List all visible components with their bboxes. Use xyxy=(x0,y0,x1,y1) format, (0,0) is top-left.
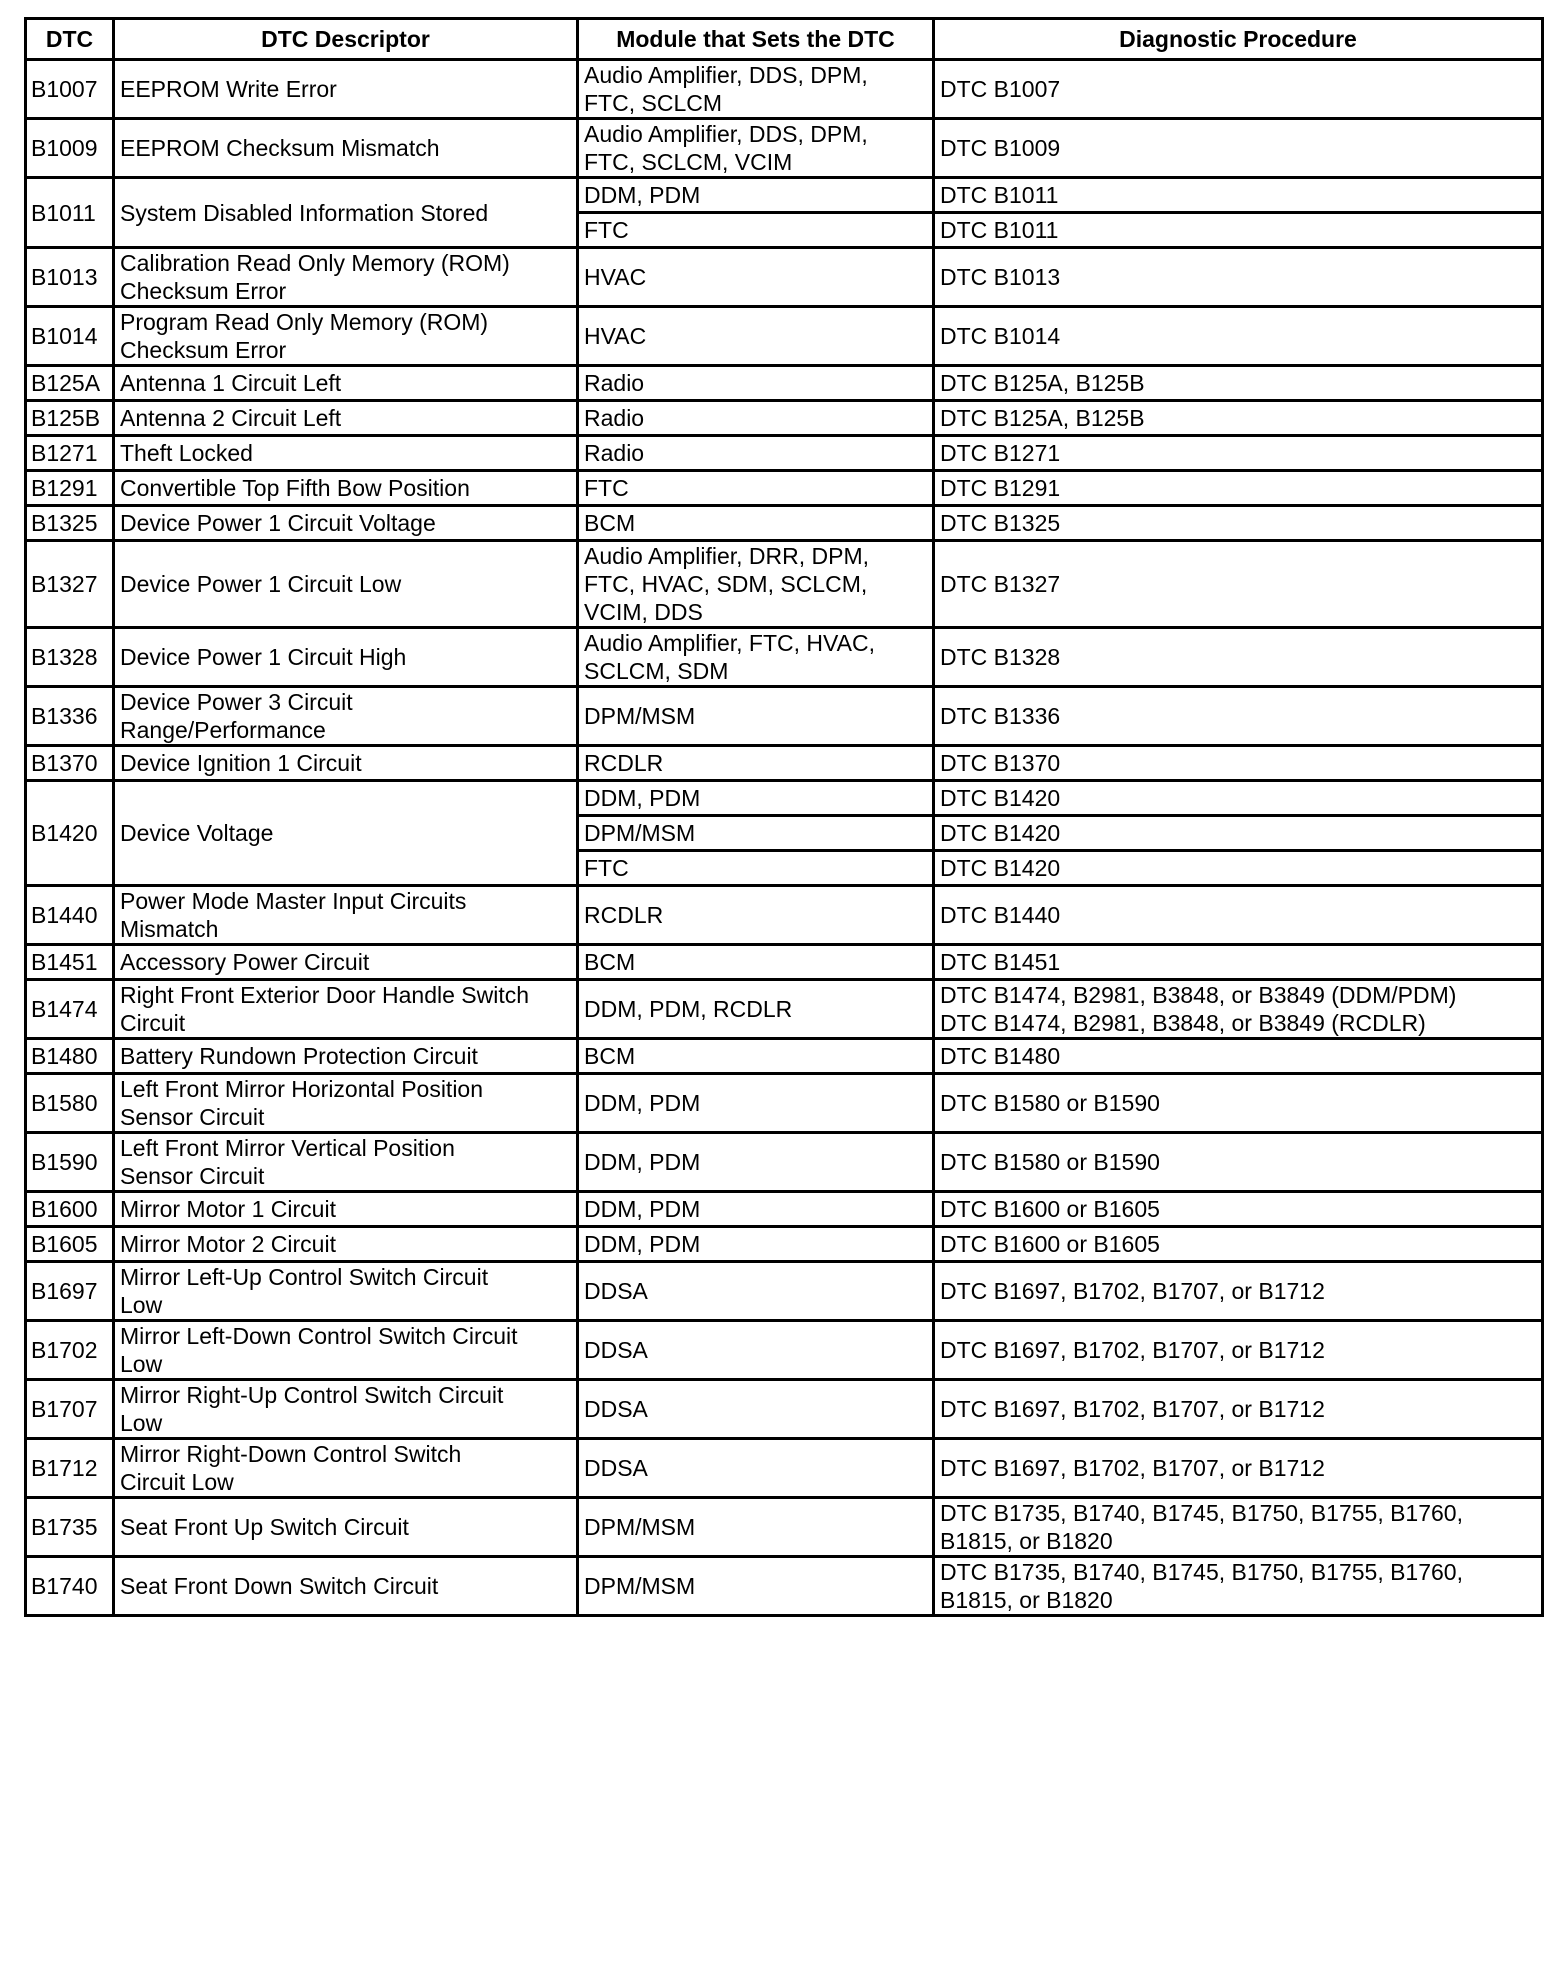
cell-line: DPM/MSM xyxy=(584,820,696,846)
dtc-descriptor-cell xyxy=(114,628,578,687)
table-row xyxy=(26,119,1543,178)
cell-line: DTC B1291 xyxy=(940,475,1061,501)
dtc-descriptor-cell xyxy=(114,178,578,248)
cell-line: Audio Amplifier, DDS, DPM, xyxy=(584,62,868,88)
table-row xyxy=(26,60,1543,119)
cell-line: DTC B1420 xyxy=(940,855,1061,881)
dtc-code-cell: B1707 xyxy=(26,1380,114,1439)
procedure-cell xyxy=(934,119,1543,178)
procedure-cell xyxy=(934,1498,1543,1557)
dtc-code-cell: B1325 xyxy=(26,506,114,541)
table-row xyxy=(26,1074,1543,1133)
cell-line: DTC B1580 or B1590 xyxy=(940,1149,1160,1175)
cell-line: Device Power 1 Circuit Voltage xyxy=(120,510,436,536)
dtc-descriptor-cell xyxy=(114,781,578,886)
module-cell xyxy=(578,628,934,687)
cell-line: System Disabled Information Stored xyxy=(120,199,489,226)
cell-line: Audio Amplifier, DDS, DPM, xyxy=(584,121,868,147)
module-cell xyxy=(578,781,934,816)
module-cell xyxy=(578,1439,934,1498)
dtc-code-cell: B1474 xyxy=(26,980,114,1039)
module-cell xyxy=(578,1192,934,1227)
dtc-code-cell: B1712 xyxy=(26,1439,114,1498)
dtc-descriptor-cell xyxy=(114,1321,578,1380)
cell-line: FTC, HVAC, SDM, SCLCM, xyxy=(584,571,868,597)
procedure-cell xyxy=(934,60,1543,119)
procedure-cell xyxy=(934,1557,1543,1616)
procedure-cell xyxy=(934,366,1543,401)
cell-line: Radio xyxy=(584,440,645,466)
module-cell xyxy=(578,945,934,980)
cell-line: Theft Locked xyxy=(120,440,253,466)
procedure-cell xyxy=(934,471,1543,506)
cell-line: Mirror Right-Up Control Switch Circuit xyxy=(120,1382,504,1408)
table-row xyxy=(26,687,1543,746)
table-row xyxy=(26,781,1543,816)
module-cell xyxy=(578,248,934,307)
dtc-descriptor-cell xyxy=(114,1557,578,1616)
table-row xyxy=(26,1227,1543,1262)
cell-line: DTC B1007 xyxy=(940,76,1061,102)
procedure-cell xyxy=(934,1439,1543,1498)
table-row xyxy=(26,1439,1543,1498)
cell-line: B1815, or B1820 xyxy=(940,1587,1113,1613)
cell-line: Mirror Right-Down Control Switch xyxy=(120,1441,462,1467)
cell-line: Checksum Error xyxy=(120,337,287,363)
cell-line: Mismatch xyxy=(120,916,219,942)
cell-line: DDM, PDM xyxy=(584,1149,701,1175)
table-row xyxy=(26,1133,1543,1192)
table-row xyxy=(26,945,1543,980)
header-dtc: DTC xyxy=(26,19,114,60)
module-cell xyxy=(578,1380,934,1439)
module-cell xyxy=(578,746,934,781)
dtc-code-cell: B125A xyxy=(26,366,114,401)
dtc-code-cell: B1580 xyxy=(26,1074,114,1133)
cell-line: Device Power 1 Circuit Low xyxy=(120,571,402,597)
cell-line: DDSA xyxy=(584,1337,648,1363)
cell-line: DDM, PDM, RCDLR xyxy=(584,996,793,1022)
dtc-code-cell: B1702 xyxy=(26,1321,114,1380)
dtc-descriptor-cell xyxy=(114,886,578,945)
module-cell xyxy=(578,1262,934,1321)
cell-line: Circuit xyxy=(120,1010,186,1036)
cell-line: Low xyxy=(120,1292,163,1318)
cell-line: FTC xyxy=(584,855,629,881)
dtc-descriptor-cell xyxy=(114,506,578,541)
dtc-code-cell: B1014 xyxy=(26,307,114,366)
dtc-descriptor-cell xyxy=(114,366,578,401)
cell-line: BCM xyxy=(584,510,636,536)
cell-line: FTC, SCLCM, VCIM xyxy=(584,149,793,175)
cell-line: DTC B1697, B1702, B1707, or B1712 xyxy=(940,1396,1325,1422)
cell-line: Checksum Error xyxy=(120,278,287,304)
cell-line: DTC B1327 xyxy=(940,571,1061,597)
table-row xyxy=(26,307,1543,366)
cell-line: Low xyxy=(120,1410,163,1436)
table-row xyxy=(26,471,1543,506)
cell-line: DTC B1600 or B1605 xyxy=(940,1196,1160,1222)
dtc-code-cell: B1328 xyxy=(26,628,114,687)
table-row xyxy=(26,980,1543,1039)
procedure-cell xyxy=(934,307,1543,366)
dtc-descriptor-cell xyxy=(114,471,578,506)
cell-line: Device Voltage xyxy=(120,820,274,846)
cell-line: BCM xyxy=(584,949,636,975)
table-row xyxy=(26,1192,1543,1227)
table-row xyxy=(26,1557,1543,1616)
dtc-code-cell: B1480 xyxy=(26,1039,114,1074)
cell-line: DTC B1600 or B1605 xyxy=(940,1231,1160,1257)
module-cell xyxy=(578,506,934,541)
cell-line: HVAC xyxy=(584,323,647,349)
cell-line: DTC B1580 or B1590 xyxy=(940,1090,1160,1116)
cell-line: Battery Rundown Protection Circuit xyxy=(120,1043,478,1069)
table-row xyxy=(26,628,1543,687)
cell-line: Program Read Only Memory (ROM) xyxy=(120,309,489,335)
dtc-descriptor-cell xyxy=(114,401,578,436)
cell-line: DTC B1480 xyxy=(940,1043,1061,1069)
dtc-code-cell: B1600 xyxy=(26,1192,114,1227)
cell-line: DDSA xyxy=(584,1455,648,1481)
cell-line: DTC B1013 xyxy=(940,264,1061,290)
cell-line: SCLCM, SDM xyxy=(584,658,729,684)
procedure-cell xyxy=(934,746,1543,781)
cell-line: DTC B1014 xyxy=(940,323,1061,349)
dtc-descriptor-cell xyxy=(114,1262,578,1321)
table-row xyxy=(26,436,1543,471)
procedure-cell xyxy=(934,851,1543,886)
dtc-code-cell: B1013 xyxy=(26,248,114,307)
procedure-cell xyxy=(934,980,1543,1039)
procedure-cell xyxy=(934,816,1543,851)
procedure-cell xyxy=(934,1227,1543,1262)
cell-line: DPM/MSM xyxy=(584,703,696,729)
module-cell xyxy=(578,687,934,746)
dtc-code-cell: B1011 xyxy=(26,178,114,248)
cell-line: DPM/MSM xyxy=(584,1573,696,1599)
dtc-descriptor-cell xyxy=(114,746,578,781)
cell-line: Mirror Left-Down Control Switch Circuit xyxy=(120,1323,518,1349)
cell-line: Device Power 1 Circuit High xyxy=(120,644,407,670)
dtc-descriptor-cell xyxy=(114,436,578,471)
dtc-code-cell: B1697 xyxy=(26,1262,114,1321)
cell-line: DTC B1474, B2981, B3848, or B3849 (DDM/PDM) xyxy=(940,982,1457,1008)
module-cell xyxy=(578,1074,934,1133)
cell-line: Power Mode Master Input Circuits xyxy=(120,888,467,914)
table-row xyxy=(26,178,1543,213)
cell-line: B1815, or B1820 xyxy=(940,1528,1113,1554)
cell-line: DTC B1011 xyxy=(940,182,1059,208)
table-row xyxy=(26,1380,1543,1439)
cell-line: DDM, PDM xyxy=(584,1231,701,1257)
cell-line: Seat Front Up Switch Circuit xyxy=(120,1514,409,1540)
cell-line: DTC B1370 xyxy=(940,750,1061,776)
cell-line: DPM/MSM xyxy=(584,1514,696,1540)
header-row xyxy=(26,19,1543,60)
module-cell xyxy=(578,1227,934,1262)
procedure-cell xyxy=(934,1039,1543,1074)
dtc-descriptor-cell xyxy=(114,945,578,980)
cell-line: Convertible Top Fifth Bow Position xyxy=(120,475,470,501)
dtc-code-cell: B1590 xyxy=(26,1133,114,1192)
cell-line: EEPROM Checksum Mismatch xyxy=(120,135,440,161)
dtc-code-cell: B1440 xyxy=(26,886,114,945)
cell-line: Radio xyxy=(584,405,645,431)
module-cell xyxy=(578,541,934,628)
cell-line: DDSA xyxy=(584,1396,648,1422)
cell-line: DTC B1420 xyxy=(940,820,1061,846)
dtc-descriptor-cell xyxy=(114,1192,578,1227)
cell-line: Left Front Mirror Horizontal Position xyxy=(120,1076,484,1102)
table-row xyxy=(26,746,1543,781)
cell-line: Audio Amplifier, DRR, DPM, xyxy=(584,543,870,569)
cell-line: DTC B1474, B2981, B3848, or B3849 (RCDLR) xyxy=(940,1010,1426,1036)
dtc-code-cell: B1007 xyxy=(26,60,114,119)
module-cell xyxy=(578,307,934,366)
procedure-cell xyxy=(934,628,1543,687)
dtc-descriptor-cell xyxy=(114,1380,578,1439)
cell-line: FTC xyxy=(584,217,629,243)
table-row xyxy=(26,1498,1543,1557)
module-cell xyxy=(578,401,934,436)
dtc-descriptor-cell xyxy=(114,1074,578,1133)
cell-line: DTC B1011 xyxy=(940,217,1059,243)
dtc-code-cell: B1740 xyxy=(26,1557,114,1616)
header-procedure: Diagnostic Procedure xyxy=(934,19,1543,60)
cell-line: DTC B1697, B1702, B1707, or B1712 xyxy=(940,1278,1325,1304)
table-body xyxy=(26,60,1543,1616)
table-row xyxy=(26,248,1543,307)
module-cell xyxy=(578,1557,934,1616)
cell-line: DTC B125A, B125B xyxy=(940,405,1145,431)
dtc-code-cell: B1735 xyxy=(26,1498,114,1557)
module-cell xyxy=(578,980,934,1039)
cell-line: RCDLR xyxy=(584,750,664,776)
dtc-descriptor-cell xyxy=(114,541,578,628)
cell-line: Circuit Low xyxy=(120,1469,234,1495)
cell-line: Mirror Motor 1 Circuit xyxy=(120,1196,336,1222)
header-descriptor: DTC Descriptor xyxy=(114,19,578,60)
cell-line: Seat Front Down Switch Circuit xyxy=(120,1573,439,1599)
cell-line: DTC B1336 xyxy=(940,703,1061,729)
cell-line: Accessory Power Circuit xyxy=(120,949,370,975)
procedure-cell xyxy=(934,1133,1543,1192)
module-cell xyxy=(578,1039,934,1074)
module-cell xyxy=(578,851,934,886)
module-cell xyxy=(578,471,934,506)
cell-line: Mirror Motor 2 Circuit xyxy=(120,1231,336,1257)
module-cell xyxy=(578,60,934,119)
table-row xyxy=(26,506,1543,541)
cell-line: Radio xyxy=(584,370,645,396)
cell-line: DTC B1325 xyxy=(940,510,1061,536)
cell-line: DDM, PDM xyxy=(584,182,701,208)
module-cell xyxy=(578,366,934,401)
dtc-code-cell: B1291 xyxy=(26,471,114,506)
procedure-cell xyxy=(934,781,1543,816)
cell-line: DTC B1451 xyxy=(940,949,1061,975)
dtc-descriptor-cell xyxy=(114,60,578,119)
cell-line: DTC B1735, B1740, B1745, B1750, B1755, B1760, xyxy=(940,1500,1463,1526)
dtc-descriptor-cell xyxy=(114,1133,578,1192)
dtc-code-cell: B1370 xyxy=(26,746,114,781)
dtc-table xyxy=(24,17,1544,1617)
procedure-cell xyxy=(934,401,1543,436)
module-cell xyxy=(578,178,934,213)
cell-line: EEPROM Write Error xyxy=(120,76,337,102)
cell-line: Audio Amplifier, FTC, HVAC, xyxy=(584,630,875,656)
table-row xyxy=(26,366,1543,401)
cell-line: DDM, PDM xyxy=(584,1196,701,1222)
procedure-cell xyxy=(934,945,1543,980)
table-row xyxy=(26,1262,1543,1321)
cell-line: DTC B1697, B1702, B1707, or B1712 xyxy=(940,1337,1325,1363)
procedure-cell xyxy=(934,178,1543,213)
table-row xyxy=(26,1039,1543,1074)
cell-line: FTC, SCLCM xyxy=(584,90,722,116)
procedure-cell xyxy=(934,886,1543,945)
cell-line: FTC xyxy=(584,475,629,501)
cell-line: VCIM, DDS xyxy=(584,599,703,625)
cell-line: Low xyxy=(120,1351,163,1377)
procedure-cell xyxy=(934,506,1543,541)
table-row xyxy=(26,1321,1543,1380)
cell-line: DTC B1271 xyxy=(940,440,1061,466)
header-module: Module that Sets the DTC xyxy=(578,19,934,60)
module-cell xyxy=(578,213,934,248)
dtc-descriptor-cell xyxy=(114,1498,578,1557)
cell-line: Left Front Mirror Vertical Position xyxy=(120,1135,455,1161)
module-cell xyxy=(578,816,934,851)
module-cell xyxy=(578,436,934,471)
procedure-cell xyxy=(934,1380,1543,1439)
module-cell xyxy=(578,886,934,945)
procedure-cell xyxy=(934,1321,1543,1380)
procedure-cell xyxy=(934,248,1543,307)
dtc-descriptor-cell xyxy=(114,1039,578,1074)
dtc-code-cell: B1327 xyxy=(26,541,114,628)
dtc-code-cell: B1271 xyxy=(26,436,114,471)
procedure-cell xyxy=(934,1262,1543,1321)
procedure-cell xyxy=(934,541,1543,628)
cell-line: BCM xyxy=(584,1043,636,1069)
dtc-descriptor-cell xyxy=(114,1227,578,1262)
cell-line: DDM, PDM xyxy=(584,1090,701,1116)
cell-line: DTC B1420 xyxy=(940,785,1061,811)
module-cell xyxy=(578,1133,934,1192)
dtc-code-cell: B1605 xyxy=(26,1227,114,1262)
dtc-code-cell: B125B xyxy=(26,401,114,436)
cell-line: DTC B1697, B1702, B1707, or B1712 xyxy=(940,1455,1325,1481)
dtc-descriptor-cell xyxy=(114,687,578,746)
cell-line: DTC B1735, B1740, B1745, B1750, B1755, B1760, xyxy=(940,1559,1463,1585)
cell-line: Antenna 1 Circuit Left xyxy=(120,370,342,396)
dtc-descriptor-cell xyxy=(114,307,578,366)
dtc-code-cell: B1420 xyxy=(26,781,114,886)
cell-line: Device Ignition 1 Circuit xyxy=(120,750,362,776)
cell-line: DDSA xyxy=(584,1278,648,1304)
cell-line: Antenna 2 Circuit Left xyxy=(120,405,342,431)
dtc-descriptor-cell xyxy=(114,1439,578,1498)
dtc-code-cell: B1336 xyxy=(26,687,114,746)
table-row xyxy=(26,401,1543,436)
dtc-descriptor-cell xyxy=(114,119,578,178)
cell-line: Sensor Circuit xyxy=(120,1104,265,1130)
cell-line: Sensor Circuit xyxy=(120,1163,265,1189)
procedure-cell xyxy=(934,436,1543,471)
dtc-descriptor-cell xyxy=(114,980,578,1039)
procedure-cell xyxy=(934,687,1543,746)
procedure-cell xyxy=(934,213,1543,248)
cell-line: Device Power 3 Circuit xyxy=(120,689,353,715)
procedure-cell xyxy=(934,1074,1543,1133)
cell-line: DTC B1440 xyxy=(940,902,1061,928)
cell-line: HVAC xyxy=(584,264,647,290)
cell-line: Mirror Left-Up Control Switch Circuit xyxy=(120,1264,489,1290)
table-row xyxy=(26,886,1543,945)
table-row xyxy=(26,541,1543,628)
cell-line: DTC B1009 xyxy=(940,135,1061,161)
cell-line: DTC B1328 xyxy=(940,644,1061,670)
dtc-descriptor-cell xyxy=(114,248,578,307)
cell-line: DTC B125A, B125B xyxy=(940,370,1145,396)
dtc-code-cell: B1451 xyxy=(26,945,114,980)
cell-line: Range/Performance xyxy=(120,717,326,743)
cell-line: DDM, PDM xyxy=(584,785,701,811)
procedure-cell xyxy=(934,1192,1543,1227)
cell-line: RCDLR xyxy=(584,902,664,928)
module-cell xyxy=(578,119,934,178)
cell-line: Right Front Exterior Door Handle Switch xyxy=(120,982,530,1008)
module-cell xyxy=(578,1321,934,1380)
module-cell xyxy=(578,1498,934,1557)
cell-line: Calibration Read Only Memory (ROM) xyxy=(120,250,510,276)
dtc-code-cell: B1009 xyxy=(26,119,114,178)
